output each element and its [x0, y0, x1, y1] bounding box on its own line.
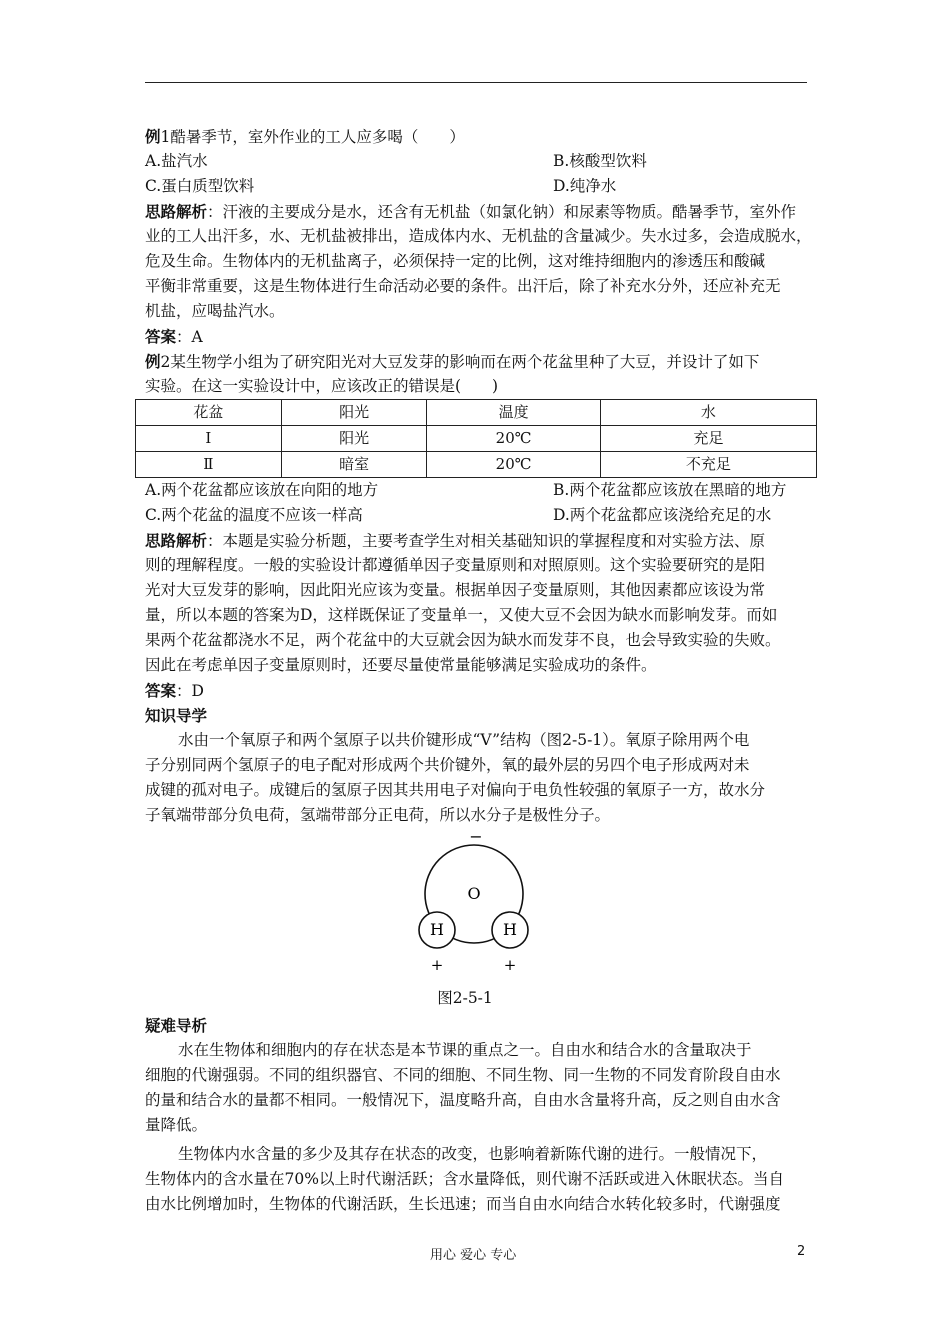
example1-analysis-line: 机盐，应喝盐汽水。 [145, 302, 285, 320]
page-number: 2 [797, 1244, 806, 1259]
example2-answer: 答案：D [145, 681, 204, 700]
experiment-table [135, 399, 817, 478]
knowledge-heading: 知识导学 [145, 706, 208, 725]
hydrogen-label-left: H [430, 920, 444, 939]
example2-analysis-line: 光对大豆发芽的影响，因此阳光应该为变量。根据单因子变量原则，其他因素都应该设为常 [145, 581, 766, 599]
table-cell: 暗室 [281, 452, 427, 478]
table-cell: 20℃ [427, 426, 600, 452]
difficulty-para1-line: 水在生物体和细胞内的存在状态是本节课的重点之一。自由水和结合水的含量取决于 [178, 1041, 752, 1059]
difficulty-para1-line: 细胞的代谢强弱。不同的组织器官、不同的细胞、不同生物、同一生物的不同发育阶段自由水 [145, 1066, 781, 1084]
table-cell: 充足 [600, 426, 816, 452]
example2-options-row1 [145, 478, 815, 503]
knowledge-line: 水由一个氧原子和两个氢原子以共价键形成“V”结构（图2-5-1）。氧原子除用两个电 [178, 731, 750, 749]
option-a: A.盐汽水 [145, 152, 208, 170]
example1-analysis-line: 思路解析：汗液的主要成分是水，还含有无机盐（如氯化钠）和尿素等物质。酷暑季节，室外作 [145, 202, 797, 221]
difficulty-para2-line: 生物体内水含量的多少及其存在状态的改变，也影响着新陈代谢的进行。一般情况下， [178, 1145, 768, 1163]
water-molecule-figure [145, 828, 815, 983]
table-cell: 阳光 [281, 426, 427, 452]
option-b: B.核酸型饮料 [553, 152, 647, 170]
example2-analysis-line: 果两个花盆都浇水不足，两个花盆中的大豆就会因为缺水而发芽不良，也会导致实验的失败。 [145, 631, 781, 649]
example1-analysis-line: 业的工人出汗多，水、无机盐被排出，造成体内水、无机盐的含量减少。失水过多，会造成脱水， [145, 227, 812, 245]
plus-sign-right: + [503, 956, 517, 974]
table-row [136, 452, 817, 478]
plus-sign-left: + [430, 956, 444, 974]
table-header-row [136, 400, 817, 426]
table-row [136, 426, 817, 452]
table-header-cell: 阳光 [281, 400, 427, 426]
example2-question-cont: 实验。在这一实验设计中，应该改正的错误是( ) [145, 377, 499, 395]
example1-options-row1 [145, 149, 815, 174]
table-header-cell: 水 [600, 400, 816, 426]
option-b: B.两个花盆都应该放在黑暗的地方 [553, 481, 787, 499]
table-cell: 不充足 [600, 452, 816, 478]
water-molecule-diagram [413, 828, 553, 983]
minus-sign: − [469, 828, 483, 846]
example1-options-row2 [145, 174, 815, 199]
example2-analysis-line: 则的理解程度。一般的实验设计都遵循单因子变量原则和对照原则。这个实验要研究的是阳 [145, 556, 766, 574]
difficulty-para1-line: 的量和结合水的量都不相同。一般情况下，温度略升高，自由水含量将升高，反之则自由水含 [145, 1091, 781, 1109]
hydrogen-label-right: H [503, 920, 517, 939]
example2-question: 例2某生物学小组为了研究阳光对大豆发芽的影响而在两个花盆里种了大豆，并设计了如下 [145, 352, 760, 371]
difficulty-heading: 疑难导析 [145, 1016, 208, 1035]
option-a: A.两个花盆都应该放在向阳的地方 [145, 481, 379, 499]
table-header-cell: 温度 [427, 400, 600, 426]
option-d: D.两个花盆都应该浇给充足的水 [553, 506, 772, 524]
table-cell: Ⅱ [136, 452, 282, 478]
example1-question: 例1酷暑季节，室外作业的工人应多喝（ ） [145, 127, 465, 146]
table-header-cell: 花盆 [136, 400, 282, 426]
knowledge-line: 成键的孤对电子。成键后的氢原子因其共用电子对偏向于电负性较强的氧原子一方，故水分 [145, 781, 766, 799]
option-c: C.蛋白质型饮料 [145, 177, 255, 195]
footer-motto: 用心 爱心 专心 [430, 1248, 517, 1263]
knowledge-line: 子氧端带部分负电荷，氢端带部分正电荷，所以水分子是极性分子。 [145, 806, 611, 824]
option-c: C.两个花盆的温度不应该一样高 [145, 506, 363, 524]
difficulty-para2-line: 由水比例增加时，生物体的代谢活跃，生长迅速；而当自由水向结合水转化较多时，代谢强度 [145, 1195, 781, 1213]
header-rule [145, 82, 807, 83]
figure-caption: 图2-5-1 [437, 989, 493, 1007]
oxygen-label: O [467, 884, 481, 903]
option-d: D.纯净水 [553, 177, 617, 195]
example2-options-row2 [145, 503, 815, 528]
table-cell: 20℃ [427, 452, 600, 478]
example2-analysis-line: 思路解析：本题是实验分析题，主要考查学生对相关基础知识的掌握程度和对实验方法、原 [145, 531, 766, 550]
difficulty-para2-line: 生物体内的含水量在70%以上时代谢活跃；含水量降低，则代谢不活跃或进入休眠状态。当自 [145, 1170, 784, 1188]
page-content [145, 124, 815, 1217]
difficulty-para1-line: 量降低。 [145, 1116, 208, 1134]
example2-analysis-line: 因此在考虑单因子变量原则时，还要尽量使常量能够满足实验成功的条件。 [145, 656, 657, 674]
table-cell: Ⅰ [136, 426, 282, 452]
example1-analysis-line: 平衡非常重要，这是生物体进行生命活动必要的条件。出汗后，除了补充水分外，还应补充无 [145, 277, 781, 295]
example1-answer: 答案：A [145, 327, 203, 346]
example2-analysis-line: 量，所以本题的答案为D，这样既保证了变量单一，又使大豆不会因为缺水而影响发芽。而如 [145, 606, 778, 624]
example1-analysis-line: 危及生命。生物体内的无机盐离子，必须保持一定的比例，这对维持细胞内的渗透压和酸碱 [145, 252, 766, 270]
knowledge-line: 子分别同两个氢原子的电子配对形成两个共价键外，氧的最外层的另四个电子形成两对未 [145, 756, 750, 774]
